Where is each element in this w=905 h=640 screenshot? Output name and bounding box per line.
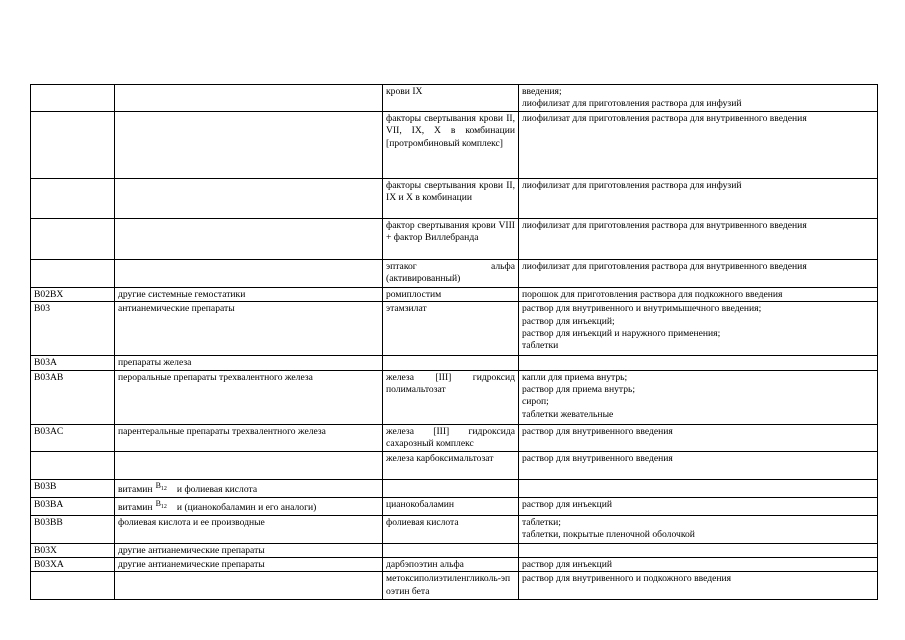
atc-code-cell	[31, 218, 115, 259]
table-row	[31, 515, 878, 543]
group-text-post: и фолиевая кислота	[176, 483, 258, 495]
dosage-forms-cell	[519, 287, 878, 301]
drug-name-cell	[383, 479, 519, 497]
table-row	[31, 370, 878, 424]
dosage-forms-cell	[519, 356, 878, 370]
dosage-form: раствор для инъекций и наружного применения;	[522, 328, 721, 340]
atc-code-cell: B02BX	[31, 287, 115, 301]
dosage-form: раствор для внутривенного и внутримышечного введения;	[522, 303, 762, 315]
atc-code-cell: B03BB	[31, 515, 115, 543]
drug-name-cell: железа [III] гидроксида сахарозный комплекс	[383, 424, 519, 451]
table-row	[31, 558, 878, 572]
atc-code-cell	[31, 259, 115, 287]
atc-group-cell	[115, 111, 383, 178]
group-text-pre: витамин	[118, 483, 153, 495]
table-row	[31, 218, 878, 259]
drug-name-cell: фолиевая кислота	[383, 515, 519, 543]
dosage-form: порошок для приготовления раствора для подкожного введения	[522, 288, 783, 300]
atc-group-cell	[115, 178, 383, 218]
drug-name-cell: цианокобаламин	[383, 497, 519, 515]
atc-code-cell: B03XA	[31, 558, 115, 572]
dosage-form: таблетки	[522, 340, 559, 352]
dosage-form: введения;	[522, 86, 562, 97]
drug-name-cell: факторы свертывания крови II, VII, IX, X в комбинации [протромбиновый комплекс]	[383, 111, 519, 178]
dosage-forms-cell	[519, 178, 878, 218]
drug-name-cell: железа [III] гидроксид полимальтозат	[383, 370, 519, 424]
table-row	[31, 259, 878, 287]
dosage-forms-cell	[519, 85, 878, 112]
table-row	[31, 111, 878, 178]
dosage-form: таблетки;	[522, 516, 561, 528]
atc-code-cell: B03X	[31, 543, 115, 557]
group-text-post: и (цианокобаламин и его аналоги)	[176, 501, 317, 513]
dosage-form: сироп;	[522, 396, 549, 408]
drug-name-cell	[383, 356, 519, 370]
atc-group-cell: другие антианемические препараты	[115, 558, 383, 572]
dosage-forms-cell	[519, 558, 878, 572]
vitamin-label: $B_{12}$	[155, 498, 167, 510]
dosage-forms-cell	[519, 451, 878, 479]
drug-name-cell: этамзилат	[383, 302, 519, 356]
atc-code-cell: B03	[31, 302, 115, 356]
dosage-forms-cell	[519, 370, 878, 424]
atc-group-cell	[115, 572, 383, 600]
dosage-form: лиофилизат для приготовления раствора для внутривенного введения	[522, 219, 807, 231]
dosage-forms-cell	[519, 543, 878, 557]
dosage-forms-cell	[519, 302, 878, 356]
drug-name-cell: ромиплостим	[383, 287, 519, 301]
table-row	[31, 543, 878, 557]
atc-code-cell: B03A	[31, 356, 115, 370]
table-row	[31, 497, 878, 515]
atc-code-cell: B03B	[31, 479, 115, 497]
dosage-form: лиофилизат для приготовления раствора для инфузий	[522, 98, 742, 110]
atc-group-cell: парентеральные препараты трехвалентного железа	[115, 424, 383, 451]
drug-name-cell: метоксиполиэтиленгликоль-эпоэтин бета	[383, 572, 519, 600]
atc-group-cell: фолиевая кислота и ее производные	[115, 515, 383, 543]
dosage-form: лиофилизат для приготовления раствора для внутривенного введения	[522, 260, 807, 272]
dosage-form: лиофилизат для приготовления раствора для инфузий	[522, 179, 742, 191]
drug-name-cell	[383, 543, 519, 557]
table-row	[31, 451, 878, 479]
drug-name-cell: фактор свертывания крови VIII + фактор Виллебранда	[383, 218, 519, 259]
atc-code-cell: B03BA	[31, 497, 115, 515]
table-row	[31, 287, 878, 301]
dosage-form: раствор для приема внутрь;	[522, 384, 636, 396]
atc-group-cell: пероральные препараты трехвалентного железа	[115, 370, 383, 424]
atc-group-cell	[115, 259, 383, 287]
atc-group-cell: антианемические препараты	[115, 302, 383, 356]
atc-group-cell	[115, 85, 383, 112]
atc-code-cell	[31, 451, 115, 479]
atc-code-cell	[31, 111, 115, 178]
atc-code-cell	[31, 572, 115, 600]
drug-name-cell: крови IX	[383, 85, 519, 112]
dosage-form: лиофилизат для приготовления раствора для внутривенного введения	[522, 112, 807, 124]
atc-group-cell	[115, 218, 383, 259]
table-row	[31, 572, 878, 600]
drug-name-cell: факторы свертывания крови II, IX и X в комбинации	[383, 178, 519, 218]
atc-code-cell	[31, 85, 115, 112]
dosage-form: раствор для инъекций	[522, 559, 612, 571]
dosage-forms-cell	[519, 572, 878, 600]
drug-list-table	[30, 84, 878, 600]
table-row	[31, 479, 878, 497]
dosage-form: раствор для инъекций;	[522, 315, 615, 327]
dosage-form: раствор для внутривенного введения	[522, 452, 673, 464]
table-row	[31, 424, 878, 451]
dosage-forms-cell	[519, 218, 878, 259]
table-row	[31, 356, 878, 370]
dosage-form: раствор для внутривенного введения	[522, 425, 673, 437]
table-row	[31, 178, 878, 218]
atc-group-cell: другие антианемические препараты	[115, 543, 383, 557]
dosage-forms-cell	[519, 259, 878, 287]
dosage-forms-cell	[519, 497, 878, 515]
drug-name-cell: дарбэпоэтин альфа	[383, 558, 519, 572]
atc-code-cell: B03AB	[31, 370, 115, 424]
dosage-form: капли для приема внутрь;	[522, 371, 628, 383]
dosage-form: таблетки, покрытые пленочной оболочкой	[522, 529, 695, 541]
atc-group-cell	[115, 497, 383, 515]
dosage-forms-cell	[519, 111, 878, 178]
atc-group-cell: другие системные гемостатики	[115, 287, 383, 301]
dosage-form: раствор для внутривенного и подкожного введения	[522, 573, 732, 585]
drug-name-cell: железа карбоксимальтозат	[383, 451, 519, 479]
atc-group-cell	[115, 451, 383, 479]
table-row	[31, 85, 878, 112]
atc-group-cell	[115, 479, 383, 497]
table-row	[31, 302, 878, 356]
dosage-forms-cell	[519, 424, 878, 451]
dosage-forms-cell	[519, 479, 878, 497]
drug-name-cell: эптаког альфа (активированный)	[383, 259, 519, 287]
dosage-forms-cell	[519, 515, 878, 543]
dosage-form: раствор для инъекций	[522, 498, 612, 510]
vitamin-label: $B_{12}$	[155, 480, 167, 492]
dosage-form: таблетки жевательные	[522, 408, 614, 420]
atc-group-cell: препараты железа	[115, 356, 383, 370]
group-text-pre: витамин	[118, 501, 153, 513]
atc-code-cell	[31, 178, 115, 218]
atc-code-cell: B03AC	[31, 424, 115, 451]
